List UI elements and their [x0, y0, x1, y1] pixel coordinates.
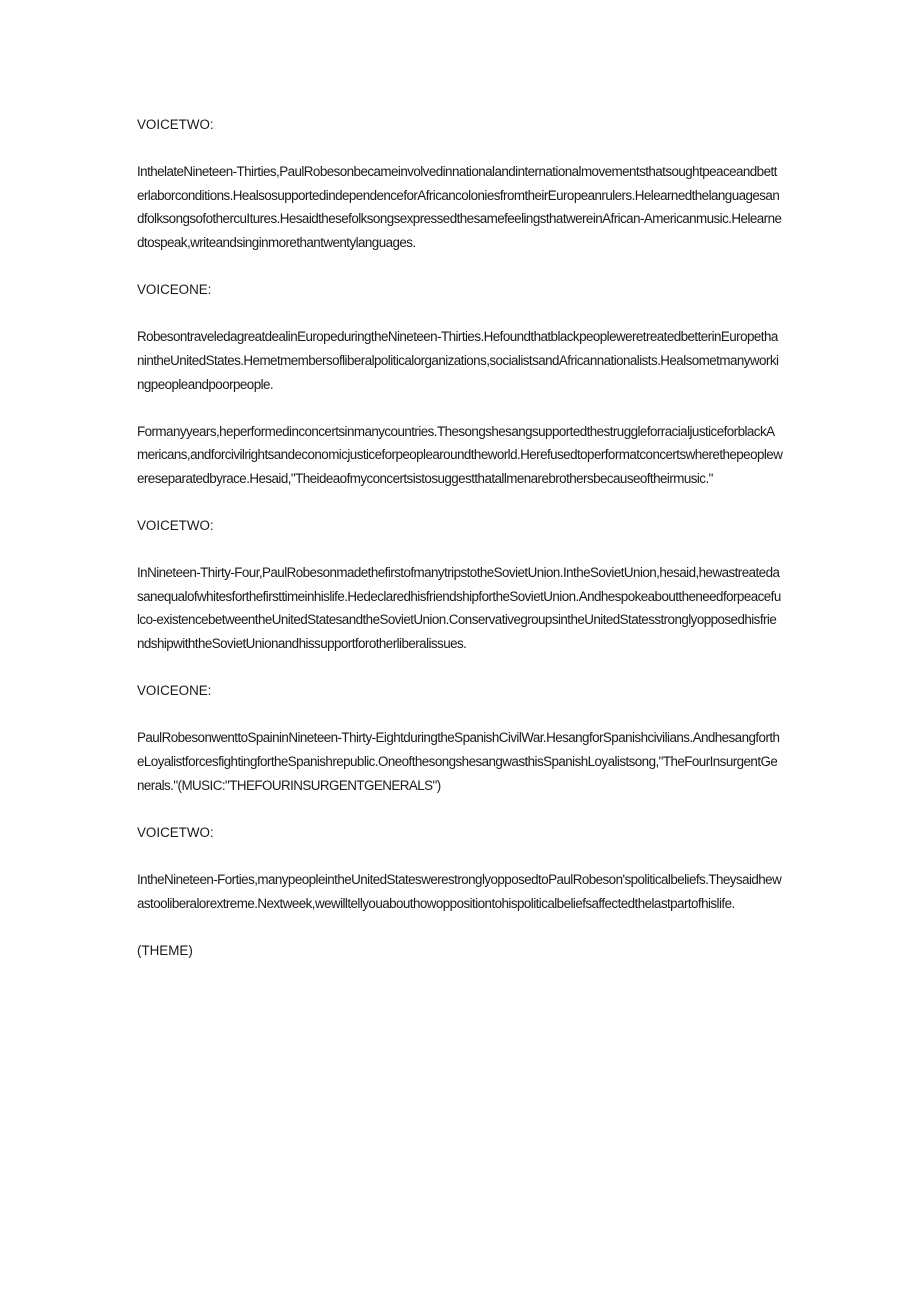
paragraph: RobesontraveledagreatdealinEuropeduringtheNineteen-Thirties.HefoundthatblackpeopleweretreatedbetterinEuropethanintheUnitedStates.Hemetmembersofliberalpoliticalorganizations,socialistsandAfricannationalists.Healsometmanyworkingpeopleandpoorpeople. — [137, 329, 779, 392]
stage-direction: (THEME) — [137, 942, 193, 958]
paragraph: PaulRobesonwenttoSpaininNineteen-Thirty-EightduringtheSpanishCivilWar.HesangforSpanishcivilians.AndhesangfortheLoyalistforcesfightingfortheSpanishrepublic.OneofthesongshesangwasthisSpanishLoyalistsong,"TheFourInsurgentGenerals."(MUSIC:"THEFOURINSURGENTGENERALS") — [137, 730, 780, 793]
speaker-label: VOICETWO: — [137, 117, 214, 132]
document-body — [137, 113, 783, 986]
paragraph: InthelateNineteen-Thirties,PaulRobesonbecameinvolvedinnationalandinternationalmovementsthatsoughtpeaceandbetterlaborconditions.HealsosupportedindependenceforAfricancoloniesfromtheirEuropeanrulers.HelearnedthelanguagesandfolksongsofothercuItures.HesaidthesefolksongsexpressedthesamefeelingsthatwereinAfrican-Americanmusic.Helearnedtospeak,writeandsinginmorethantwentylanguages. — [137, 164, 782, 250]
paragraph: InNineteen-Thirty-Four,PaulRobesonmadethefirstofmanytripstotheSovietUnion.IntheSovietUnion,hesaid,hewastreatedasanequalofwhitesforthefirsttimeinhislife.HedeclaredhisfriendshipfortheSovietUnion.Andhespokeabouttheneedforpeacefulco-existencebetweentheUnitedStatesandtheSovietUnion.ConservativegroupsintheUnitedStatesstronglyopposedhisfriendshipwiththeSovietUnionandhissupportforotherliberalissues. — [137, 565, 781, 652]
speaker-label: VOICETWO: — [137, 824, 214, 840]
paragraph: IntheNineteen-Forties,manypeopleintheUnitedStateswerestronglyopposedtoPaulRobeson'spoliticalbeliefs.Theysaidhewastooliberalorextreme.Nextweek,wewilltellyouabouthowoppositiontohispoliticalbeliefsaffectedthelastpartofhislife. — [137, 872, 782, 911]
speaker-label: VOICETWO: — [137, 518, 214, 534]
speaker-label: VOICEONE: — [137, 282, 212, 298]
paragraph: Formanyyears,heperformedinconcertsinmanycountries.ThesongshesangsupportedthestruggleforracialjusticeforblackAmericans,andforcivilrightsandeconomicjusticeforpeoplearoundtheworld.Herefusedtoperformatconcertswherethepeoplewereseparatedbyrace.Hesaid,"Theideaofmyconcertsistosuggestthatallmenarebrothersbecauseoftheirmusic." — [137, 423, 783, 486]
speaker-label: VOICEONE: — [137, 683, 212, 699]
